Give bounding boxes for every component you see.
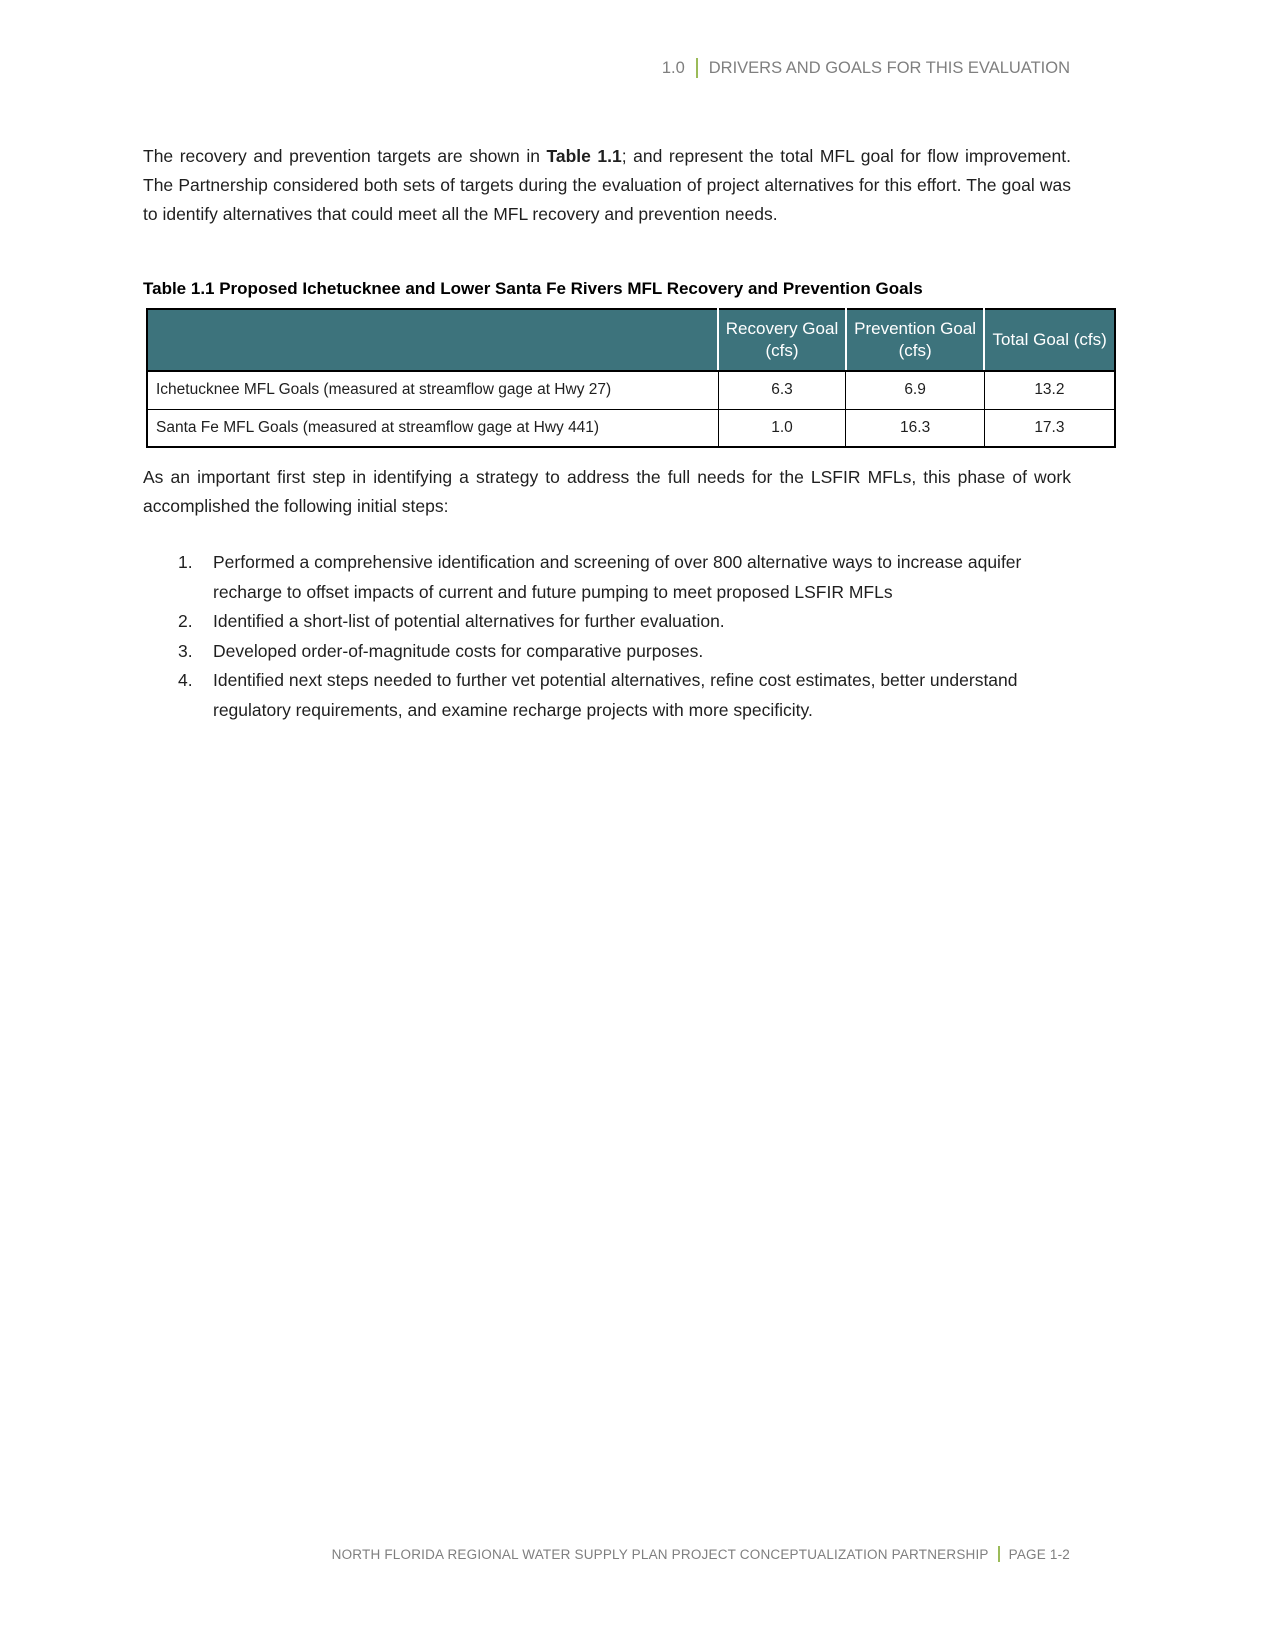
table-row-santa-fe bbox=[147, 409, 1115, 447]
intro-text-rest: ; and represent the total MFL goal for flow improvement. The Partnership considered both sets of targets during the evaluation of project alternatives for this effort. The goal was to identify alternatives that could meet all the MFL recovery and prevention needs. bbox=[143, 146, 1071, 224]
recovery-goal-value: 1.0 bbox=[718, 409, 846, 447]
page-number: PAGE 1-2 bbox=[1008, 1546, 1070, 1562]
total-goal-value: 13.2 bbox=[984, 371, 1115, 409]
list-item-number: 2. bbox=[178, 611, 193, 631]
mfl-goals-table-wrapper bbox=[146, 308, 1116, 448]
header-title: DRIVERS AND GOALS FOR THIS EVALUATION bbox=[708, 58, 1070, 77]
section-number: 1.0 bbox=[661, 58, 685, 77]
page-footer bbox=[143, 1546, 1070, 1562]
table-header-prevention-goal: Prevention Goal (cfs) bbox=[846, 309, 984, 371]
list-item-text: Performed a comprehensive identification and screening of over 800 alternative ways to increase aquifer recharge to offset impacts of current and future pumping to meet proposed LSFIR MFLs bbox=[213, 552, 1022, 602]
list-item-number: 1. bbox=[178, 552, 193, 572]
table-header-recovery-goal: Recovery Goal (cfs) bbox=[718, 309, 846, 371]
list-item bbox=[143, 607, 1071, 637]
list-item-number: 3. bbox=[178, 640, 193, 661]
table-header-empty bbox=[147, 309, 718, 371]
list-item-text: Identified a short-list of potential alternatives for further evaluation. bbox=[213, 611, 725, 631]
table-caption: Table 1.1 Proposed Ichetucknee and Lower Santa Fe Rivers MFL Recovery and Prevention Goals bbox=[143, 279, 923, 298]
mfl-goals-table bbox=[146, 308, 1116, 448]
list-item-number: 4. bbox=[178, 670, 193, 690]
steps-intro-paragraph: As an important first step in identifying a strategy to address the full needs for the LSFIR MFLs, this phase of work accomplished the following initial steps: bbox=[143, 467, 1071, 516]
footer-text: NORTH FLORIDA REGIONAL WATER SUPPLY PLAN PROJECT CONCEPTUALIZATION PARTNERSHIP bbox=[331, 1546, 989, 1562]
table-reference: Table 1.1 bbox=[546, 146, 622, 166]
prevention-goal-value: 6.9 bbox=[846, 371, 984, 409]
recovery-goal-value: 6.3 bbox=[718, 371, 846, 409]
list-item bbox=[143, 548, 1071, 607]
footer-divider bbox=[998, 1546, 1000, 1562]
row-label: Santa Fe MFL Goals (measured at streamflow gage at Hwy 441) bbox=[147, 409, 718, 447]
list-item bbox=[143, 666, 1071, 725]
steps-list bbox=[143, 548, 1071, 725]
table-row-ichetucknee bbox=[147, 371, 1115, 409]
list-item-text: Identified next steps needed to further vet potential alternatives, refine cost estimates, better understand regulatory requirements, and examine recharge projects with more specificity. bbox=[213, 670, 1018, 720]
table-header-row bbox=[147, 309, 1115, 371]
row-label: Ichetucknee MFL Goals (measured at streamflow gage at Hwy 27) bbox=[147, 371, 718, 409]
total-goal-value: 17.3 bbox=[984, 409, 1115, 447]
intro-text-pre: The recovery and prevention targets are shown in bbox=[143, 146, 547, 166]
header-divider bbox=[696, 58, 698, 78]
prevention-goal-value: 16.3 bbox=[846, 409, 984, 447]
page-header bbox=[143, 58, 1070, 78]
list-item-text: Developed order-of-magnitude costs for comparative purposes. bbox=[213, 640, 704, 661]
list-item bbox=[143, 637, 1071, 667]
intro-paragraph bbox=[143, 142, 1071, 229]
table-header-total-goal: Total Goal (cfs) bbox=[984, 309, 1115, 371]
